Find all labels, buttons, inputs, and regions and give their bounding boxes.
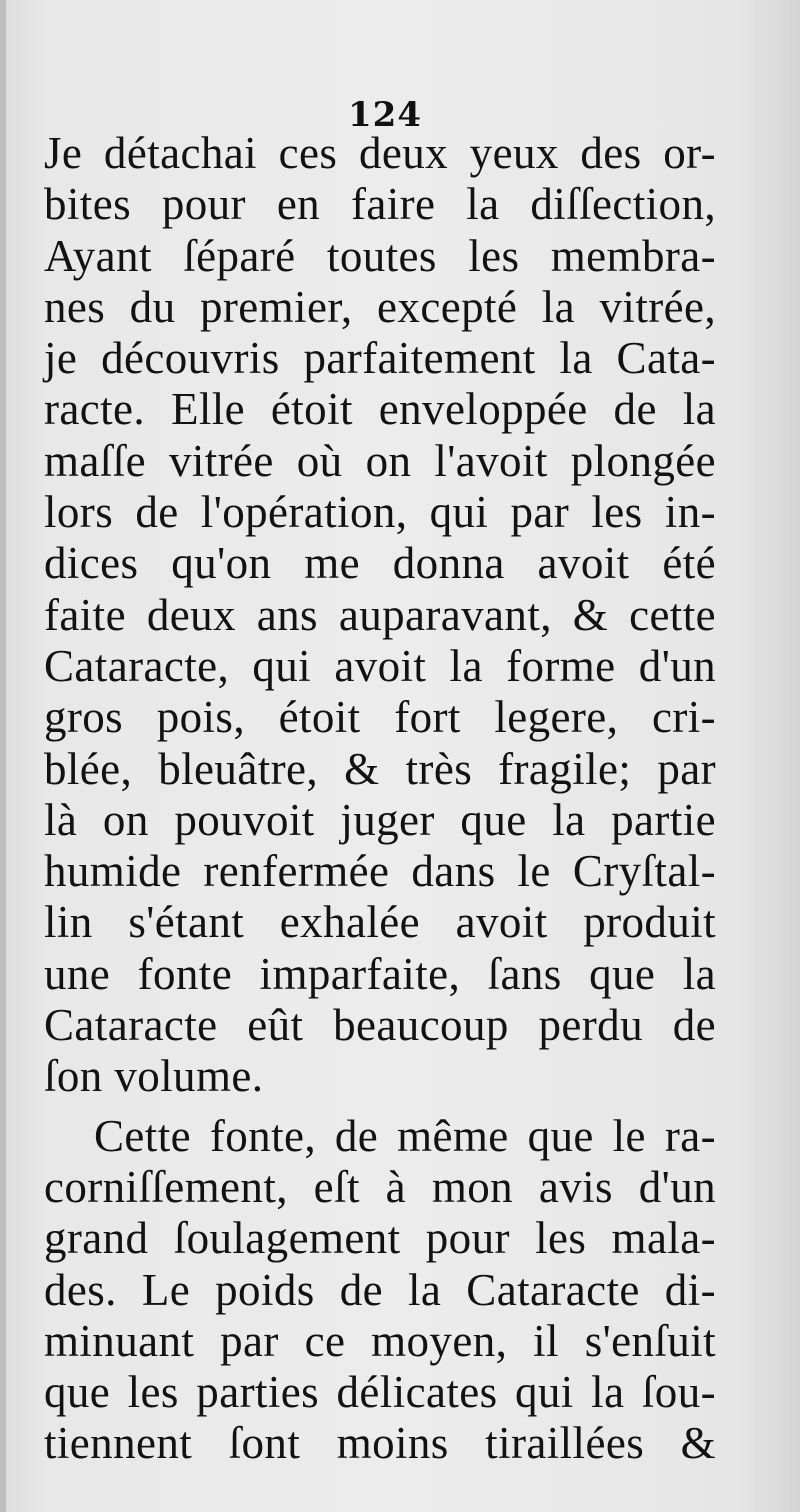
text-line: bites pour en faire la diſſection, xyxy=(44,179,716,230)
text-line: ſon volume. xyxy=(44,1051,264,1102)
text-line: nes du premier, excepté la vitrée, xyxy=(44,281,716,332)
text-line: lin s'étant exhalée avoit produit xyxy=(44,897,716,948)
text-line: faite deux ans auparavant, & cette xyxy=(44,589,716,640)
text-line: maſſe vitrée où on l'avoit plongée xyxy=(44,435,716,486)
text-line: Je détachai ces deux yeux des or- xyxy=(44,128,716,178)
text-line: que les parties délicates qui la ſou- xyxy=(44,1367,716,1418)
text-line: blée, bleuâtre, & très fragile; par xyxy=(44,743,716,794)
text-line: lors de l'opération, qui par les in- xyxy=(44,487,716,538)
text-line: corniſſement, eſt à mon avis d'un xyxy=(44,1161,716,1212)
page-edge xyxy=(0,0,6,1512)
paragraph-2 xyxy=(44,1111,716,1470)
text-line: dices qu'on me donna avoit été xyxy=(44,538,716,589)
text-line: grand ſoulagement pour les mala- xyxy=(44,1213,716,1264)
text-line: Ayant ſéparé toutes les membra- xyxy=(44,230,716,281)
text-line: Cataracte, qui avoit la forme d'un xyxy=(44,640,716,691)
text-line: gros pois, étoit fort legere, cri- xyxy=(44,692,716,743)
text-line: tiennent ſont moins tiraillées & xyxy=(44,1418,716,1469)
paragraph-gap xyxy=(44,1103,716,1111)
text-line: Cette fonte, de même que le ra- xyxy=(94,1110,716,1161)
text-line: minuant par ce moyen, il s'enſuit xyxy=(44,1315,716,1366)
text-line: racte. Elle étoit enveloppée de la xyxy=(44,384,716,435)
text-line: Cataracte eût beaucoup perdu de xyxy=(44,1000,716,1051)
paragraph-1 xyxy=(44,128,716,1103)
text-line: humide renfermée dans le Cryſtal- xyxy=(44,846,716,897)
body-text xyxy=(44,128,716,1470)
text-line: une fonte imparfaite, ſans que la xyxy=(44,948,716,999)
text-line: des. Le poids de la Cataracte di- xyxy=(44,1264,716,1315)
text-line: je découvris parfaitement la Cata- xyxy=(44,333,716,384)
page-number: 124 xyxy=(348,95,422,135)
text-line: là on pouvoit juger que la partie xyxy=(44,794,716,845)
